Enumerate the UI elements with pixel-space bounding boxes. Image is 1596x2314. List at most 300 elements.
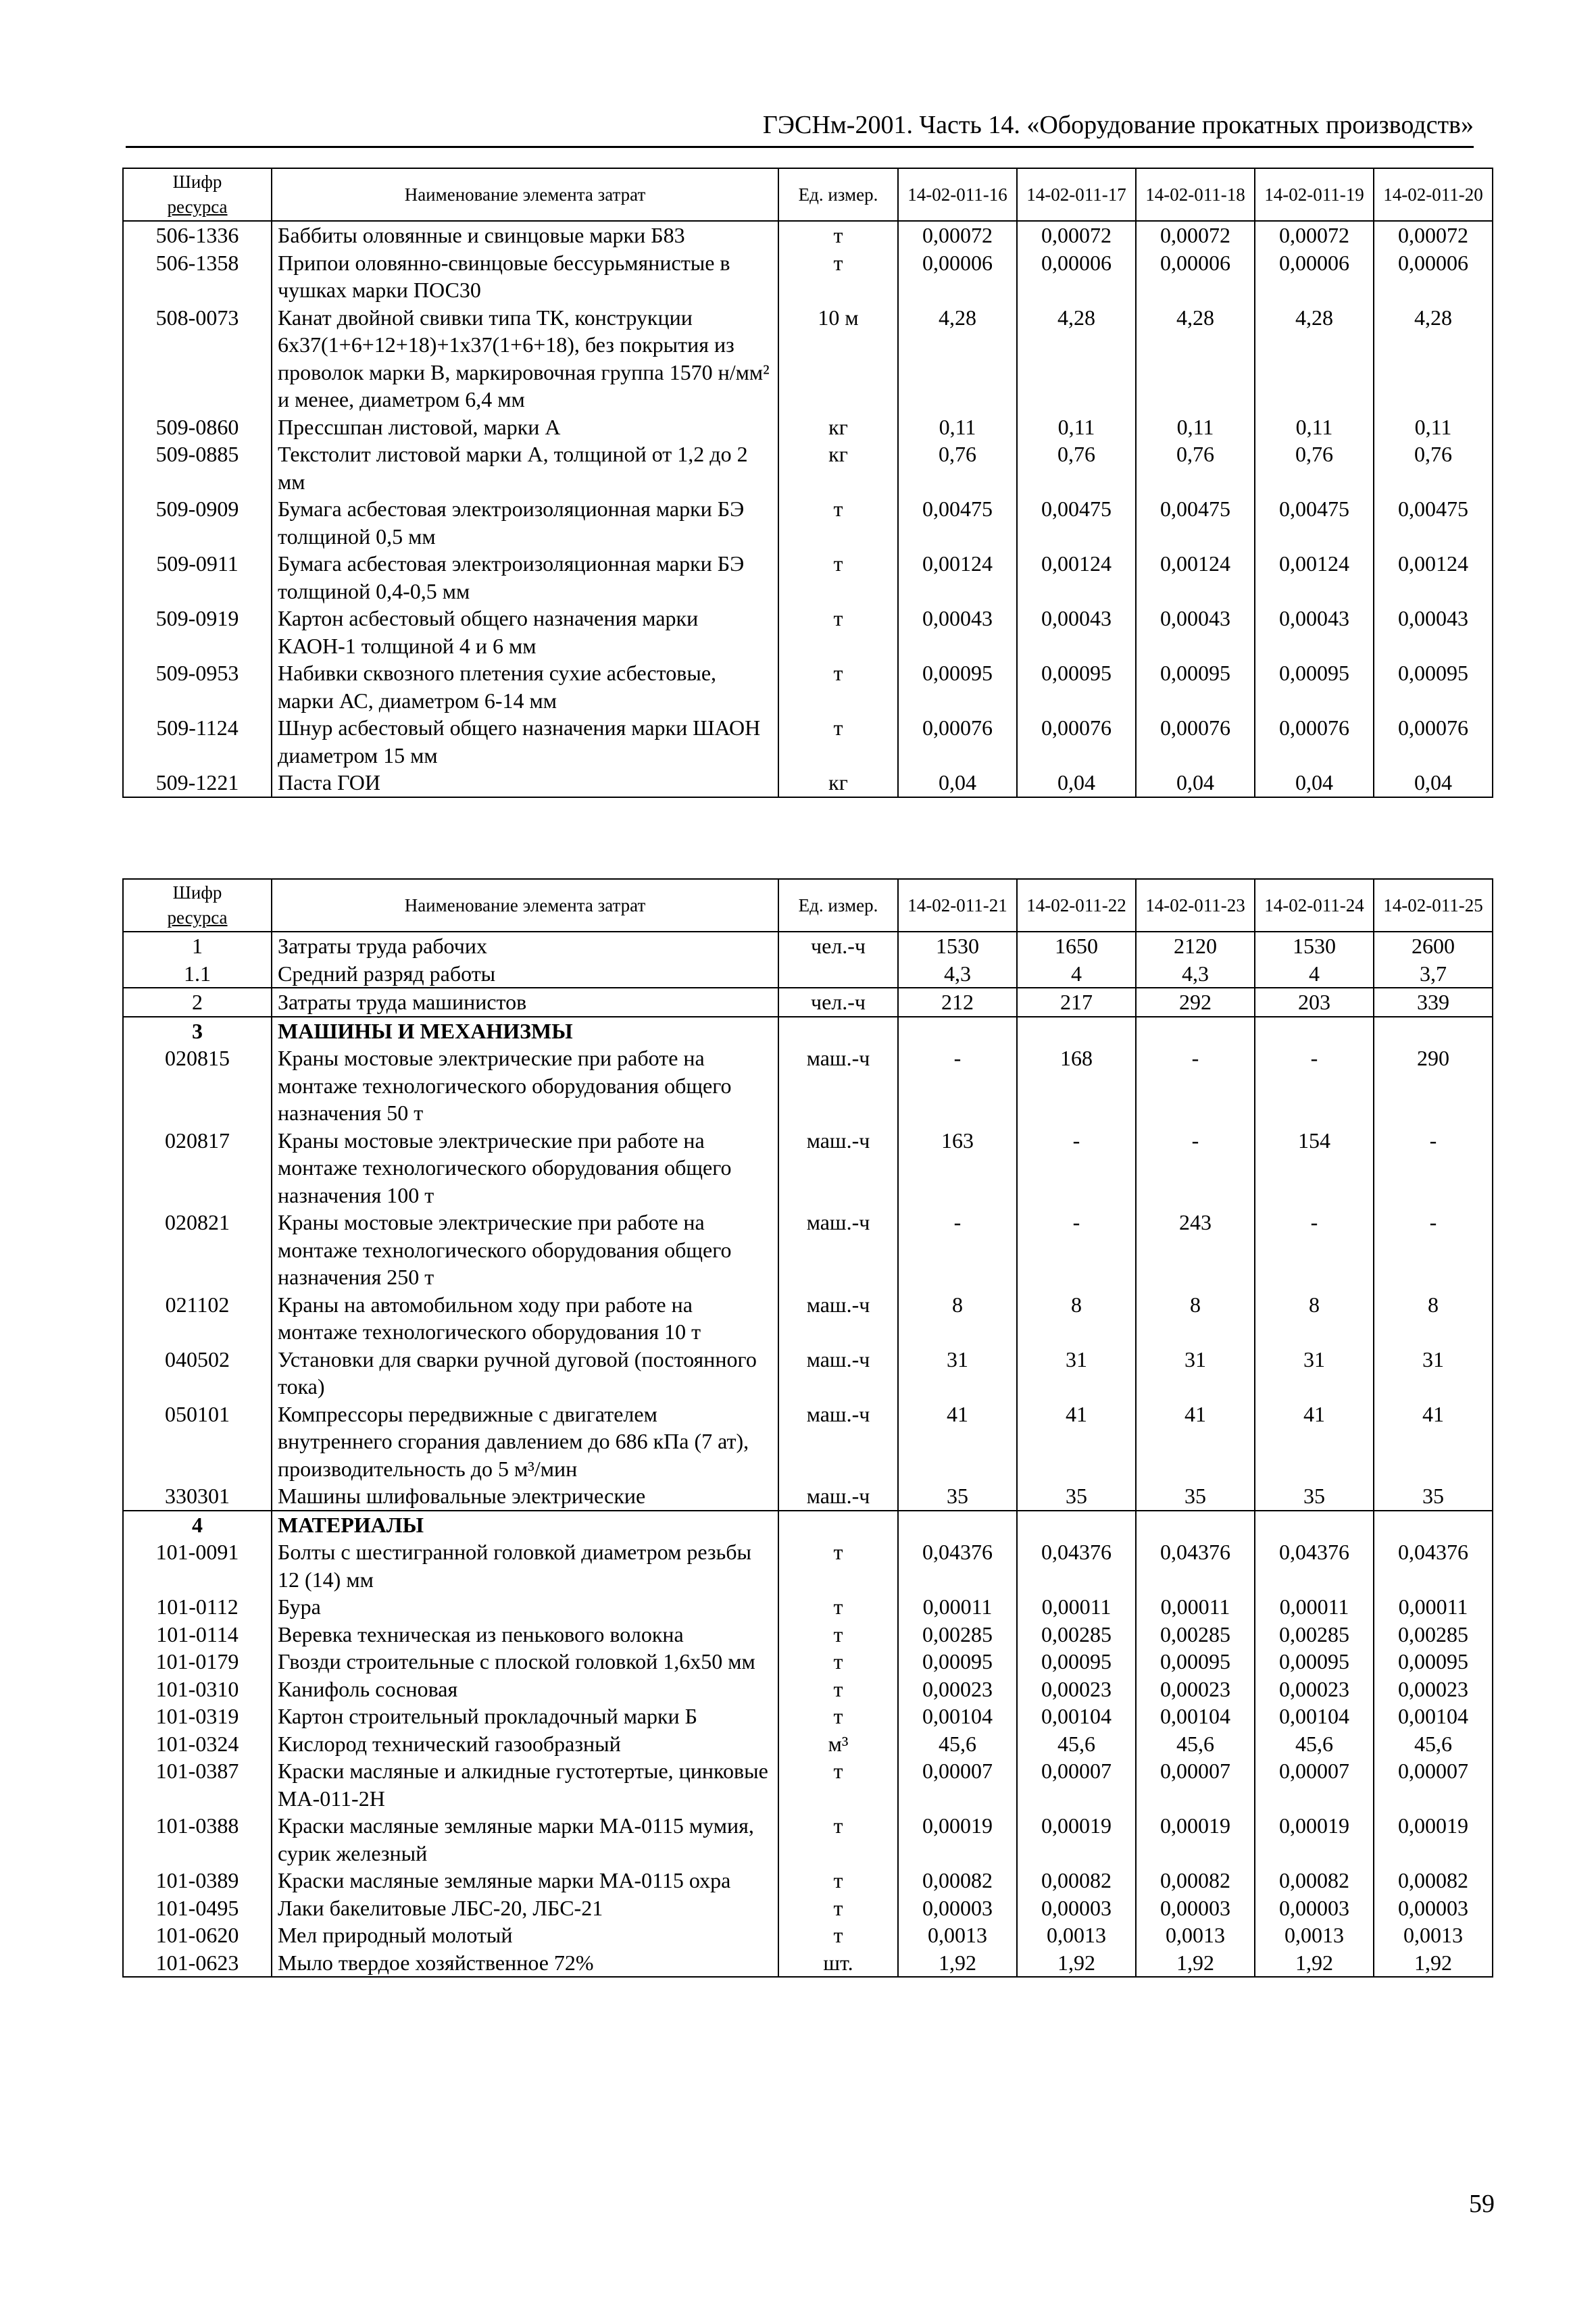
resource-name: Краны мостовые электрические при работе на монтаже технологического оборудования общего назначения 250 т — [272, 1209, 778, 1291]
resource-name: Канифоль сосновая — [272, 1676, 778, 1703]
norm-value: 203 — [1255, 988, 1374, 1017]
resource-name: Набивки сквозного плетения сухие асбестовые, марки АС, диаметром 6-14 мм — [272, 659, 778, 714]
page-number: 59 — [1469, 2190, 1495, 2218]
norm-value: 0,00285 — [1255, 1621, 1374, 1649]
norm-value: 35 — [898, 1482, 1017, 1511]
norm-value: 0,11 — [898, 413, 1017, 441]
norm-value: 292 — [1136, 988, 1255, 1017]
unit-of-measure: маш.-ч — [778, 1127, 898, 1209]
table-row — [123, 769, 1493, 797]
resource-code: 506-1336 — [123, 221, 272, 249]
norm-value: 0,00285 — [1374, 1621, 1493, 1649]
norm-value: 8 — [1136, 1291, 1255, 1346]
table-1-header — [123, 168, 1493, 221]
empty-cell — [898, 1511, 1017, 1539]
norm-value: 0,00082 — [898, 1867, 1017, 1894]
table-row — [123, 605, 1493, 659]
resource-code: 509-0919 — [123, 605, 272, 659]
empty-cell — [1017, 1017, 1136, 1045]
unit-column-header: Ед. измер. — [778, 879, 898, 932]
norm-value: 0,00006 — [1255, 249, 1374, 304]
table-row — [123, 550, 1493, 605]
norm-value: 0,76 — [1017, 441, 1136, 495]
empty-cell — [778, 1511, 898, 1539]
unit-of-measure: т — [778, 1703, 898, 1730]
norm-value: 0,00475 — [1374, 495, 1493, 550]
norm-value: 35 — [1017, 1482, 1136, 1511]
norm-value: 0,00095 — [1017, 659, 1136, 714]
unit-of-measure: маш.-ч — [778, 1482, 898, 1511]
norm-value: 0,00076 — [1255, 714, 1374, 769]
norm-value: 0,00072 — [1255, 221, 1374, 249]
resource-name: Текстолит листовой марки А, толщиной от 1,2 до 2 мм — [272, 441, 778, 495]
norm-value: 41 — [1136, 1401, 1255, 1483]
resource-name: Картон строительный прокладочный марки Б — [272, 1703, 778, 1730]
resource-name: Краски масляные и алкидные густотертые, цинковые МА-011-2Н — [272, 1757, 778, 1812]
norm-value: 163 — [898, 1127, 1017, 1209]
resource-code: 506-1358 — [123, 249, 272, 304]
norm-value: 0,04376 — [1136, 1538, 1255, 1593]
unit-of-measure: т — [778, 714, 898, 769]
norm-value: 8 — [898, 1291, 1017, 1346]
resource-code: 020821 — [123, 1209, 272, 1291]
norm-value: - — [898, 1045, 1017, 1127]
norm-value: 290 — [1374, 1045, 1493, 1127]
norm-column-header: 14-02-011-25 — [1374, 879, 1493, 932]
unit-of-measure: т — [778, 1894, 898, 1922]
norm-value: 45,6 — [1374, 1730, 1493, 1758]
norm-value: 0,00076 — [1136, 714, 1255, 769]
resource-name: Средний разряд работы — [272, 960, 778, 988]
norm-value: 0,76 — [1136, 441, 1255, 495]
resource-name: Картон асбестовый общего назначения марки КАОН-1 толщиной 4 и 6 мм — [272, 605, 778, 659]
unit-of-measure: т — [778, 550, 898, 605]
unit-column-header: Ед. измер. — [778, 168, 898, 221]
unit-of-measure: м³ — [778, 1730, 898, 1758]
resource-code: 101-0388 — [123, 1812, 272, 1867]
unit-of-measure: маш.-ч — [778, 1401, 898, 1483]
empty-cell — [1136, 1017, 1255, 1045]
norm-value: 0,00285 — [898, 1621, 1017, 1649]
norm-value: 0,00072 — [1017, 221, 1136, 249]
table-row — [123, 304, 1493, 413]
norm-value: 0,00019 — [1374, 1812, 1493, 1867]
norm-value: 35 — [1255, 1482, 1374, 1511]
material-row — [123, 1949, 1493, 1978]
resource-code: 101-0389 — [123, 1867, 272, 1894]
material-row — [123, 1921, 1493, 1949]
norm-value: 0,00011 — [898, 1593, 1017, 1621]
resource-name: Бумага асбестовая электроизоляционная марки БЭ толщиной 0,5 мм — [272, 495, 778, 550]
norm-value: 0,00095 — [1017, 1648, 1136, 1676]
norm-value: 0,11 — [1255, 413, 1374, 441]
resource-name: Кислород технический газообразный — [272, 1730, 778, 1758]
norm-value: 0,04376 — [1255, 1538, 1374, 1593]
norm-value: 0,00475 — [898, 495, 1017, 550]
norm-value: 0,00003 — [1255, 1894, 1374, 1922]
norm-value: 0,00124 — [1136, 550, 1255, 605]
norm-value: 0,00095 — [1374, 659, 1493, 714]
material-row — [123, 1648, 1493, 1676]
norm-value: 0,11 — [1374, 413, 1493, 441]
norm-value: 0,00095 — [1136, 659, 1255, 714]
norm-value: 0,00019 — [1136, 1812, 1255, 1867]
norm-value: - — [1136, 1127, 1255, 1209]
resource-name: Веревка техническая из пенькового волокна — [272, 1621, 778, 1649]
resource-code: 050101 — [123, 1401, 272, 1483]
resource-code: 101-0091 — [123, 1538, 272, 1593]
norm-value: 0,00285 — [1017, 1621, 1136, 1649]
norm-value: 31 — [1017, 1346, 1136, 1401]
resource-code: 509-0953 — [123, 659, 272, 714]
norm-value: 0,0013 — [1017, 1921, 1136, 1949]
material-row — [123, 1894, 1493, 1922]
material-row — [123, 1812, 1493, 1867]
norm-value: 45,6 — [1017, 1730, 1136, 1758]
norm-value: 0,00124 — [1017, 550, 1136, 605]
resource-code: 509-0885 — [123, 441, 272, 495]
norm-value: 2120 — [1136, 932, 1255, 960]
resource-code: 020817 — [123, 1127, 272, 1209]
resource-name: Затраты труда машинистов — [272, 988, 778, 1017]
resource-code: 020815 — [123, 1045, 272, 1127]
norm-value: 0,04 — [1374, 769, 1493, 797]
norm-value: 31 — [1374, 1346, 1493, 1401]
norm-value: 4,28 — [1374, 304, 1493, 413]
unit-of-measure: маш.-ч — [778, 1346, 898, 1401]
section-title: МАШИНЫ И МЕХАНИЗМЫ — [272, 1017, 778, 1045]
norm-value: 1530 — [898, 932, 1017, 960]
resource-name: Мыло твердое хозяйственное 72% — [272, 1949, 778, 1978]
norm-value: 0,00019 — [1017, 1812, 1136, 1867]
norm-value: - — [1136, 1045, 1255, 1127]
norm-value: 0,76 — [1374, 441, 1493, 495]
machine-row — [123, 1209, 1493, 1291]
resource-name: Краны мостовые электрические при работе на монтаже технологического оборудования общего назначения 100 т — [272, 1127, 778, 1209]
table-2-header — [123, 879, 1493, 932]
unit-of-measure: т — [778, 1921, 898, 1949]
material-row — [123, 1621, 1493, 1649]
norm-value: 0,00095 — [1374, 1648, 1493, 1676]
norm-value: 0,00043 — [1255, 605, 1374, 659]
norm-value: 0,04376 — [898, 1538, 1017, 1593]
norm-column-header: 14-02-011-18 — [1136, 168, 1255, 221]
norm-value: 0,00104 — [898, 1703, 1017, 1730]
norm-value: 4,28 — [898, 304, 1017, 413]
table-row — [123, 714, 1493, 769]
norm-column-header: 14-02-011-22 — [1017, 879, 1136, 932]
section-number: 4 — [123, 1511, 272, 1539]
resource-name: Мел природный молотый — [272, 1921, 778, 1949]
norm-value: 0,00043 — [1374, 605, 1493, 659]
resource-code: 1 — [123, 932, 272, 960]
norm-value: 0,00104 — [1374, 1703, 1493, 1730]
norm-value: 168 — [1017, 1045, 1136, 1127]
norm-value: 0,76 — [898, 441, 1017, 495]
norm-value: 4,28 — [1255, 304, 1374, 413]
resource-name: Краны мостовые электрические при работе на монтаже технологического оборудования общего назначения 50 т — [272, 1045, 778, 1127]
norm-value: 154 — [1255, 1127, 1374, 1209]
norm-value: 0,00072 — [898, 221, 1017, 249]
norm-value: 4,3 — [898, 960, 1017, 988]
table-row — [123, 221, 1493, 249]
norm-column-header: 14-02-011-16 — [898, 168, 1017, 221]
norm-value: 0,00104 — [1255, 1703, 1374, 1730]
resource-code: 101-0179 — [123, 1648, 272, 1676]
norm-value: 0,00082 — [1136, 1867, 1255, 1894]
norm-value: 0,00043 — [1136, 605, 1255, 659]
norm-value: 31 — [898, 1346, 1017, 1401]
norm-value: 0,04376 — [1017, 1538, 1136, 1593]
norm-value: 0,00082 — [1374, 1867, 1493, 1894]
resource-code: 101-0495 — [123, 1894, 272, 1922]
table-row — [123, 413, 1493, 441]
norm-value: 0,00475 — [1017, 495, 1136, 550]
norm-value: 0,0013 — [898, 1921, 1017, 1949]
norm-value: 0,00011 — [1136, 1593, 1255, 1621]
unit-of-measure: шт. — [778, 1949, 898, 1978]
labor-row — [123, 988, 1493, 1017]
norm-value: 0,00019 — [1255, 1812, 1374, 1867]
norm-value: 0,00104 — [1017, 1703, 1136, 1730]
section-row — [123, 1511, 1493, 1539]
unit-of-measure: маш.-ч — [778, 1045, 898, 1127]
empty-cell — [1136, 1511, 1255, 1539]
resource-name: Лаки бакелитовые ЛБС-20, ЛБС-21 — [272, 1894, 778, 1922]
norm-value: 3,7 — [1374, 960, 1493, 988]
norm-value: 0,00003 — [898, 1894, 1017, 1922]
norm-value: 1650 — [1017, 932, 1136, 960]
norm-value: 0,76 — [1255, 441, 1374, 495]
table-row — [123, 659, 1493, 714]
norm-value: 1,92 — [1017, 1949, 1136, 1978]
empty-cell — [1255, 1511, 1374, 1539]
resource-code: 101-0387 — [123, 1757, 272, 1812]
norm-value: 0,00006 — [898, 249, 1017, 304]
norm-value: 0,00095 — [1255, 659, 1374, 714]
norm-value: - — [1374, 1127, 1493, 1209]
norm-value: 0,00043 — [898, 605, 1017, 659]
unit-of-measure: т — [778, 605, 898, 659]
norm-value: 31 — [1255, 1346, 1374, 1401]
norm-value: 1,92 — [1374, 1949, 1493, 1978]
empty-cell — [778, 1017, 898, 1045]
norm-value: 0,00043 — [1017, 605, 1136, 659]
norm-value: 0,00011 — [1374, 1593, 1493, 1621]
norm-value: - — [1017, 1209, 1136, 1291]
norm-value: 212 — [898, 988, 1017, 1017]
norm-value: 0,04 — [1136, 769, 1255, 797]
norm-value: 0,00006 — [1017, 249, 1136, 304]
norm-value: 0,04 — [1255, 769, 1374, 797]
norm-column-header: 14-02-011-23 — [1136, 879, 1255, 932]
empty-cell — [1374, 1017, 1493, 1045]
table-row — [123, 441, 1493, 495]
unit-of-measure: т — [778, 1676, 898, 1703]
unit-of-measure: т — [778, 1648, 898, 1676]
norm-value: 4,3 — [1136, 960, 1255, 988]
norm-value: 0,11 — [1017, 413, 1136, 441]
norm-value: 41 — [1374, 1401, 1493, 1483]
section-title: МАТЕРИАЛЫ — [272, 1511, 778, 1539]
norm-value: 0,00104 — [1136, 1703, 1255, 1730]
table-row — [123, 249, 1493, 304]
norm-value: 0,00082 — [1017, 1867, 1136, 1894]
norm-value: 0,00019 — [898, 1812, 1017, 1867]
resource-name: Баббиты оловянные и свинцовые марки Б83 — [272, 221, 778, 249]
norm-value: 0,0013 — [1374, 1921, 1493, 1949]
norm-value: 0,00023 — [1374, 1676, 1493, 1703]
norm-value: 0,00082 — [1255, 1867, 1374, 1894]
norm-value: 0,00003 — [1017, 1894, 1136, 1922]
resource-code: 509-0909 — [123, 495, 272, 550]
norm-value: 41 — [1255, 1401, 1374, 1483]
norm-value: 0,00006 — [1136, 249, 1255, 304]
norm-value: 0,00475 — [1255, 495, 1374, 550]
norm-value: 45,6 — [1136, 1730, 1255, 1758]
resource-code: 101-0324 — [123, 1730, 272, 1758]
norm-column-header: 14-02-011-20 — [1374, 168, 1493, 221]
resource-name: Канат двойной свивки типа ТК, конструкции 6x37(1+6+12+18)+1x37(1+6+18), без покрытия из проволок марки В, маркировочная группа 1570 н/мм² и менее, диаметром 6,4 мм — [272, 304, 778, 413]
resource-code: 101-0310 — [123, 1676, 272, 1703]
unit-of-measure: кг — [778, 769, 898, 797]
norm-value: 0,04376 — [1374, 1538, 1493, 1593]
machine-row — [123, 1127, 1493, 1209]
norm-value: 0,00023 — [1017, 1676, 1136, 1703]
norm-value: 0,00007 — [1017, 1757, 1136, 1812]
unit-of-measure: чел.-ч — [778, 988, 898, 1017]
norm-value: - — [1374, 1209, 1493, 1291]
resource-name: Краски масляные земляные марки МА-0115 мумия, сурик железный — [272, 1812, 778, 1867]
norm-value: 2600 — [1374, 932, 1493, 960]
empty-cell — [1374, 1511, 1493, 1539]
norm-value: 0,00076 — [1374, 714, 1493, 769]
norm-column-header: 14-02-011-19 — [1255, 168, 1374, 221]
norm-value: 0,00023 — [1136, 1676, 1255, 1703]
machine-row — [123, 1045, 1493, 1127]
norm-value: 0,00076 — [1017, 714, 1136, 769]
unit-of-measure: т — [778, 1867, 898, 1894]
norm-value: 0,00076 — [898, 714, 1017, 769]
resource-code: 2 — [123, 988, 272, 1017]
unit-of-measure: кг — [778, 413, 898, 441]
machine-row — [123, 1291, 1493, 1346]
unit-of-measure: т — [778, 1757, 898, 1812]
material-row — [123, 1703, 1493, 1730]
resource-table-2 — [122, 878, 1493, 1978]
norm-value: - — [1255, 1209, 1374, 1291]
material-row — [123, 1867, 1493, 1894]
norm-value: 0,00475 — [1136, 495, 1255, 550]
machine-row — [123, 1401, 1493, 1483]
unit-of-measure: т — [778, 495, 898, 550]
resource-code: 330301 — [123, 1482, 272, 1511]
unit-of-measure — [778, 960, 898, 988]
norm-value: 4,28 — [1017, 304, 1136, 413]
norm-value: 0,11 — [1136, 413, 1255, 441]
norm-column-header: 14-02-011-17 — [1017, 168, 1136, 221]
resource-table-1 — [122, 168, 1493, 798]
norm-value: 1,92 — [1255, 1949, 1374, 1978]
unit-of-measure: т — [778, 1812, 898, 1867]
resource-code: 508-0073 — [123, 304, 272, 413]
norm-value: 0,00023 — [1255, 1676, 1374, 1703]
resource-name: Краски масляные земляные марки МА-0115 охра — [272, 1867, 778, 1894]
unit-of-measure: т — [778, 221, 898, 249]
resource-name: Шнур асбестовый общего назначения марки ШАОН диаметром 15 мм — [272, 714, 778, 769]
unit-of-measure: т — [778, 249, 898, 304]
norm-value: - — [1255, 1045, 1374, 1127]
material-row — [123, 1676, 1493, 1703]
norm-value: 0,00124 — [1255, 550, 1374, 605]
resource-code: 509-1124 — [123, 714, 272, 769]
norm-value: 0,00007 — [1255, 1757, 1374, 1812]
norm-value: 0,00007 — [1374, 1757, 1493, 1812]
unit-of-measure: чел.-ч — [778, 932, 898, 960]
empty-cell — [1017, 1511, 1136, 1539]
table-row — [123, 495, 1493, 550]
resource-name: Компрессоры передвижные с двигателем внутреннего сгорания давлением до 686 кПа (7 ат), производительность до 5 м³/мин — [272, 1401, 778, 1483]
resource-code: 101-0620 — [123, 1921, 272, 1949]
resource-code: 101-0623 — [123, 1949, 272, 1978]
norm-value: 0,00095 — [898, 1648, 1017, 1676]
norm-value: 0,00007 — [1136, 1757, 1255, 1812]
norm-value: 0,00095 — [898, 659, 1017, 714]
norm-value: 4 — [1255, 960, 1374, 988]
resource-name: Паста ГОИ — [272, 769, 778, 797]
resource-code: 040502 — [123, 1346, 272, 1401]
norm-value: 217 — [1017, 988, 1136, 1017]
norm-value: 8 — [1374, 1291, 1493, 1346]
norm-value: 0,00007 — [898, 1757, 1017, 1812]
unit-of-measure: маш.-ч — [778, 1209, 898, 1291]
material-row — [123, 1538, 1493, 1593]
section-number: 3 — [123, 1017, 272, 1045]
resource-code: 509-1221 — [123, 769, 272, 797]
unit-of-measure: маш.-ч — [778, 1291, 898, 1346]
machine-row — [123, 1482, 1493, 1511]
unit-of-measure: кг — [778, 441, 898, 495]
unit-of-measure: т — [778, 1621, 898, 1649]
norm-value: 0,00124 — [1374, 550, 1493, 605]
resource-name: Установки для сварки ручной дуговой (постоянного тока) — [272, 1346, 778, 1401]
page-header: ГЭСНм-2001. Часть 14. «Оборудование прокатных производств» — [126, 108, 1474, 148]
resource-name: Затраты труда рабочих — [272, 932, 778, 960]
resource-name: Прессшпан листовой, марки А — [272, 413, 778, 441]
norm-value: 339 — [1374, 988, 1493, 1017]
empty-cell — [1255, 1017, 1374, 1045]
unit-of-measure: 10 м — [778, 304, 898, 413]
code-column-header: Шифр ресурса — [123, 168, 272, 221]
norm-value: 0,04 — [898, 769, 1017, 797]
empty-cell — [898, 1017, 1017, 1045]
norm-value: 243 — [1136, 1209, 1255, 1291]
norm-value: 0,00072 — [1374, 221, 1493, 249]
machine-row — [123, 1346, 1493, 1401]
resource-name: Краны на автомобильном ходу при работе на монтаже технологического оборудования 10 т — [272, 1291, 778, 1346]
name-column-header: Наименование элемента затрат — [272, 168, 778, 221]
norm-value: 45,6 — [898, 1730, 1017, 1758]
material-row — [123, 1730, 1493, 1758]
norm-value: 41 — [1017, 1401, 1136, 1483]
unit-of-measure: т — [778, 659, 898, 714]
unit-of-measure: т — [778, 1593, 898, 1621]
resource-name: Бура — [272, 1593, 778, 1621]
norm-value: 0,00011 — [1017, 1593, 1136, 1621]
norm-value: 35 — [1136, 1482, 1255, 1511]
norm-value: 0,00011 — [1255, 1593, 1374, 1621]
norm-value: 45,6 — [1255, 1730, 1374, 1758]
